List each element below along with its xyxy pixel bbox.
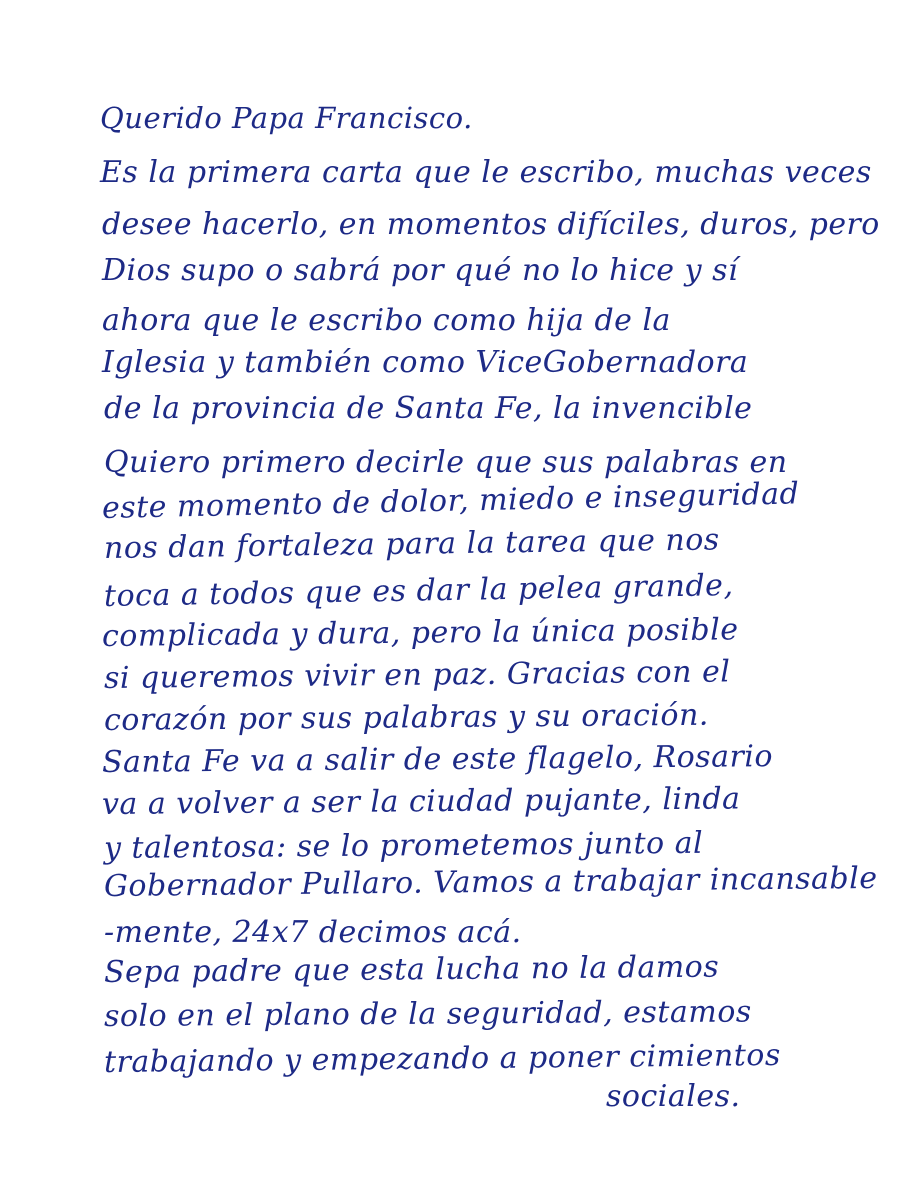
letter-salutation: Querido Papa Francisco. — [100, 101, 473, 135]
letter-line: este momento de dolor, miedo e inseguridad — [101, 476, 800, 526]
letter-line: trabajando y empezando a poner cimientos — [103, 1037, 781, 1080]
letter-line: Gobernador Pullaro. Vamos a trabajar incansable — [103, 860, 878, 904]
letter-line: Quiero primero decirle que sus palabras en — [104, 445, 788, 480]
letter-line: complicada y dura, pero la única posible — [101, 612, 739, 654]
letter-line: Santa Fe va a salir de este flagelo, Rosario — [101, 739, 774, 780]
letter-line: nos dan fortaleza para la tarea que nos — [103, 522, 720, 566]
letter-line: -mente, 24x7 decimos acá. — [104, 915, 522, 950]
letter-line: toca a todos que es dar la pelea grande, — [103, 568, 734, 614]
letter-line: sociales. — [606, 1079, 741, 1114]
letter-line: ahora que le escribo como hija de la — [102, 303, 671, 338]
letter-line: va a volver a ser la ciudad pujante, linda — [101, 781, 741, 822]
letter-line: Sepa padre que esta lucha no la damos — [103, 949, 720, 990]
letter-line: y talentosa: se lo prometemos junto al — [103, 825, 704, 866]
letter-line: desee hacerlo, en momentos difíciles, duros, pero — [102, 207, 880, 242]
letter-line: solo en el plano de la seguridad, estamos — [103, 994, 752, 1034]
letter-line: Dios supo o sabrá por qué no lo hice y sí — [102, 253, 739, 288]
letter-line: de la provincia de Santa Fe, la invencible — [104, 391, 753, 426]
letter-line: Es la primera carta que le escribo, muchas veces — [100, 155, 872, 190]
letter-line: si queremos vivir en paz. Gracias con el — [103, 654, 731, 696]
letter-line: Iglesia y también como ViceGobernadora — [102, 345, 749, 380]
letter-line: corazón por sus palabras y su oración. — [103, 697, 710, 738]
